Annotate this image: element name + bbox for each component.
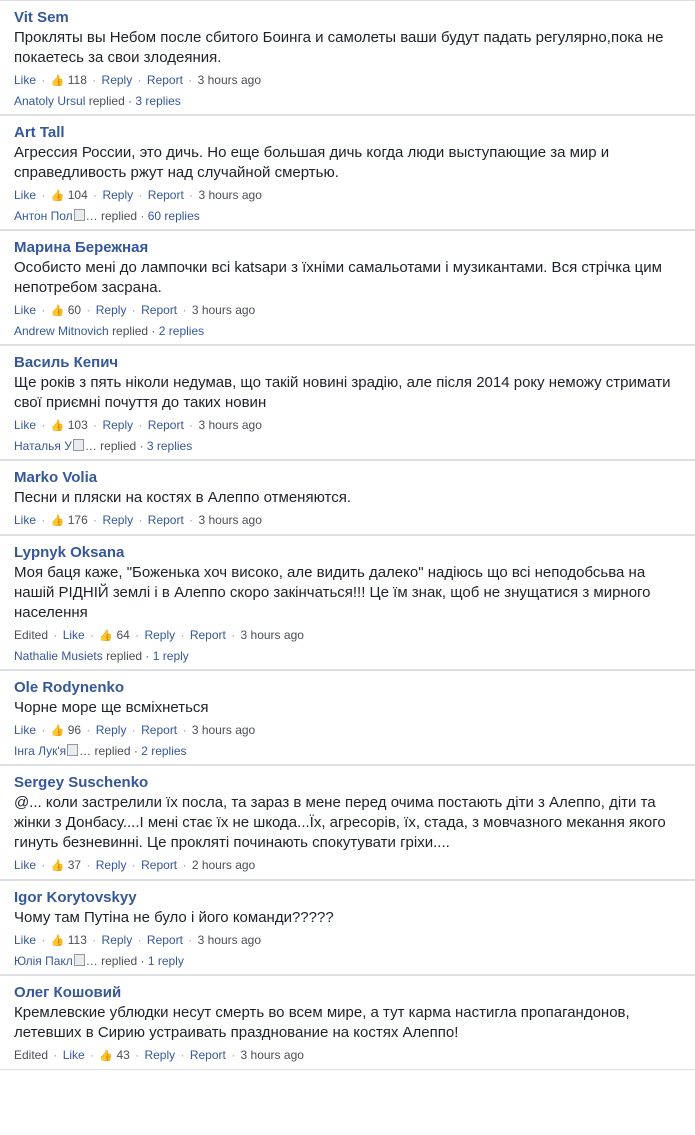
reply-button[interactable]: Reply [144,1048,176,1062]
replied-label: replied [101,954,138,968]
ellipsis: … [84,439,97,453]
report-button[interactable]: Report [146,933,183,947]
like-count-value: 37 [67,858,82,872]
action-separator: · [83,858,94,872]
ellipsis: … [85,954,98,968]
action-separator: · [38,188,49,202]
action-separator: · [128,303,140,317]
like-button[interactable]: Like [14,188,37,202]
action-separator: · [124,94,136,108]
thumbs-up-icon: 👍 [99,1050,114,1062]
like-count-value: 60 [67,303,82,317]
replies-summary [14,435,685,455]
comment-item [0,230,695,345]
comment-text: @... коли застрелили їх посла, та зараз в мене перед очима постають діти з Алеппо, діти та жінки з Донбасу....І мені стає їх не шкода...Їх, агресорів, їх, стада, з мовчазного мекання якого гинуть безневинні. Це прокляті починають спокутувати гріхи.... [14,794,666,851]
action-separator: · [142,649,153,663]
report-button[interactable]: Report [141,858,178,872]
comment-author[interactable]: Sergey Suschenko [14,774,149,791]
action-separator: · [38,418,49,432]
action-separator: · [184,73,196,87]
action-separator: · [88,933,100,947]
missing-glyph-icon [74,954,85,966]
comment-item [0,345,695,460]
like-button[interactable]: Like [14,513,37,527]
action-separator: · [38,513,49,527]
comment-text: Прокляты вы Небом после сбитого Боинга и самолеты ваши будут падать регулярно,пока не покаетесь за свои злодеяния. [14,29,664,66]
replied-label: replied [106,649,143,663]
comment-author[interactable]: Марина Бережная [14,239,149,256]
comment-actions [14,720,685,740]
like-button[interactable]: Like [14,418,37,432]
thumbs-up-icon: 👍 [50,420,65,432]
action-separator: · [148,324,159,338]
action-separator: · [179,303,190,317]
comment-actions [14,70,685,90]
action-separator: · [177,628,188,642]
reply-button[interactable]: Reply [101,73,133,87]
action-separator: · [185,188,197,202]
action-separator: · [134,73,145,87]
reply-button[interactable]: Reply [101,933,133,947]
action-separator: · [227,1048,239,1062]
comment-author[interactable]: Ole Rodynenko [14,679,125,696]
timestamp[interactable]: 3 hours ago [240,628,304,642]
replier-name[interactable]: Інга Лук'я [14,744,67,758]
comment-text: Ще років з пять ніколи недумав, що такій новині зрадію, але після 2014 року неможу стримати свої приємні почуття до таких новин [14,374,671,411]
reply-button[interactable]: Reply [102,418,134,432]
like-count [51,858,81,872]
replied-label: replied [100,439,137,453]
like-count-value: 113 [67,933,87,947]
reply-button[interactable]: Reply [102,513,134,527]
comment-item [0,670,695,765]
replied-label: replied [88,94,125,108]
comment-item [0,460,695,535]
action-separator: · [38,723,49,737]
like-count [99,1048,129,1062]
action-separator: · [83,723,94,737]
comment-item [0,535,695,670]
report-button[interactable]: Report [147,188,184,202]
reply-count-link[interactable]: 1 reply [152,649,189,663]
thumbs-up-icon: 👍 [99,630,114,642]
comment-item [0,975,695,1070]
replies-summary [14,320,685,340]
comment-author[interactable]: Marko Volia [14,469,98,486]
like-count-value: 64 [116,628,130,642]
thumbs-up-icon: 👍 [50,305,65,317]
like-button[interactable]: Like [14,303,37,317]
thumbs-up-icon: 👍 [50,935,65,947]
action-separator: · [88,73,100,87]
action-separator: · [89,188,101,202]
report-button[interactable]: Report [147,513,184,527]
action-separator: · [128,858,140,872]
action-separator: · [136,439,147,453]
action-separator: · [86,1048,98,1062]
comment-actions [14,930,685,950]
replier-name[interactable]: Andrew Mitnovich [14,324,109,338]
comment-author[interactable]: Art Tall [14,124,65,141]
reply-count-link[interactable]: 3 replies [135,94,181,108]
action-separator: · [83,303,94,317]
thumbs-up-icon: 👍 [50,190,65,202]
comment-text: Моя баця каже, "Боженька хоч високо, але видить далеко" надіюсь що всі неподобсьва на нашій РІДНІЙ землі і в Алеппо скоро закінчаться!!! Це їм знак, щоб не знущатися з мирного населення [14,564,651,621]
comment-item [0,880,695,975]
like-count [51,513,88,527]
comment-actions [14,1045,685,1065]
comment-actions [14,510,685,530]
comment-actions [14,415,685,435]
action-separator: · [86,628,98,642]
timestamp[interactable]: 3 hours ago [198,418,262,432]
comment-actions [14,625,685,645]
like-count [51,723,81,737]
reply-count-link[interactable]: 3 replies [146,439,193,453]
like-count [99,628,129,642]
ellipsis: … [79,744,92,758]
comment-author[interactable]: Igor Korytovskyy [14,889,137,906]
timestamp[interactable]: 3 hours ago [198,188,262,202]
reply-count-link[interactable]: 1 reply [147,954,184,968]
action-separator: · [131,1048,143,1062]
comment-author[interactable]: Василь Кепич [14,354,119,371]
report-button[interactable]: Report [141,303,178,317]
action-separator: · [179,858,190,872]
replies-summary [14,205,685,225]
missing-glyph-icon [67,744,78,756]
action-separator: · [134,933,145,947]
action-separator: · [38,73,49,87]
comment-author[interactable]: Vit Sem [14,9,69,26]
action-separator: · [128,723,140,737]
like-button[interactable]: Like [62,628,85,642]
replier-name[interactable]: Юлія Пакл [14,954,73,968]
action-separator: · [38,858,49,872]
like-button[interactable]: Like [14,858,37,872]
action-separator: · [89,418,101,432]
action-separator: · [131,628,143,642]
action-separator: · [50,1048,61,1062]
like-count-value: 104 [67,188,88,202]
comment-actions [14,855,685,875]
timestamp[interactable]: 3 hours ago [197,933,261,947]
timestamp[interactable]: 3 hours ago [198,513,262,527]
replied-label: replied [101,209,138,223]
action-separator: · [179,723,190,737]
action-separator: · [89,513,101,527]
thumbs-up-icon: 👍 [50,75,65,87]
comment-item [0,765,695,880]
like-count-value: 118 [67,73,87,87]
action-separator: · [137,954,148,968]
replies-summary [14,740,685,760]
reply-count-link[interactable]: 60 replies [147,209,200,223]
replied-label: replied [94,744,131,758]
like-button[interactable]: Like [14,73,37,87]
timestamp[interactable]: 3 hours ago [191,723,256,737]
action-separator: · [177,1048,188,1062]
comment-text: Кремлевские ублюдки несут смерть во всем мире, а тут карма настигла пропагандонов, летевших в Сирию устраивать празднование на костях Алеппо! [14,1004,630,1041]
comment-text: Особисто мені до лампочки всі katsapи з їхніми самальотами і музикантами. Вся стрічка цим непотребом засрана. [14,259,662,296]
replier-name[interactable]: Anatoly Ursul [14,94,86,108]
like-button[interactable]: Like [14,933,37,947]
edited-label[interactable]: Edited [14,1048,49,1062]
comment-actions [14,185,685,205]
thumbs-up-icon: 👍 [50,860,65,872]
reply-button[interactable]: Reply [95,723,127,737]
report-button[interactable]: Report [146,73,183,87]
missing-glyph-icon [74,209,85,221]
report-button[interactable]: Report [147,418,184,432]
replies-summary [14,950,685,970]
like-count [51,73,87,87]
replies-summary [14,90,685,110]
reply-button[interactable]: Reply [95,303,127,317]
report-button[interactable]: Report [189,1048,226,1062]
reply-button[interactable]: Reply [102,188,134,202]
like-button[interactable]: Like [14,723,37,737]
reply-count-link[interactable]: 2 replies [141,744,187,758]
comment-text: Чорне море ще всміхнеться [14,699,209,716]
like-count [51,418,88,432]
action-separator: · [137,209,148,223]
comment-text: Чому там Путіна не було і його команди????? [14,909,334,926]
missing-glyph-icon [73,439,84,451]
like-count [51,933,87,947]
thumbs-up-icon: 👍 [50,725,65,737]
comment-text: Песни и пляски на костях в Алеппо отменяются. [14,489,351,506]
timestamp[interactable]: 3 hours ago [191,303,256,317]
replies-summary [14,645,685,665]
thumbs-up-icon: 👍 [50,515,65,527]
reply-button[interactable]: Reply [144,628,176,642]
like-count-value: 43 [116,1048,130,1062]
action-separator: · [227,628,239,642]
reply-count-link[interactable]: 2 replies [158,324,205,338]
comment-actions [14,300,685,320]
timestamp[interactable]: 3 hours ago [240,1048,304,1062]
like-count-value: 103 [67,418,88,432]
like-count [51,303,81,317]
timestamp[interactable]: 3 hours ago [197,73,261,87]
like-count [51,188,88,202]
comment-item [0,0,695,115]
like-count-value: 96 [67,723,82,737]
like-count-value: 176 [67,513,88,527]
replier-name[interactable]: Наталья У [14,439,72,453]
action-separator: · [135,513,146,527]
like-button[interactable]: Like [62,1048,85,1062]
action-separator: · [135,418,146,432]
replier-name[interactable]: Антон Пол [14,209,73,223]
action-separator: · [185,513,197,527]
action-separator: · [50,628,61,642]
action-separator: · [38,933,49,947]
comment-author[interactable]: Lypnyk Oksana [14,544,125,561]
edited-label[interactable]: Edited [14,628,49,642]
report-button[interactable]: Report [189,628,226,642]
replier-name[interactable]: Nathalie Musiets [14,649,103,663]
comment-author[interactable]: Олег Кошовий [14,984,122,1001]
replied-label: replied [112,324,149,338]
action-separator: · [185,418,197,432]
action-separator: · [184,933,196,947]
reply-button[interactable]: Reply [95,858,127,872]
comment-item [0,115,695,230]
ellipsis: … [85,209,98,223]
action-separator: · [135,188,146,202]
report-button[interactable]: Report [141,723,178,737]
timestamp[interactable]: 2 hours ago [191,858,256,872]
comment-text: Агрессия России, это дичь. Но еще большая дичь когда люди выступающие за мир и справедливость ржут над случайной смертью. [14,144,610,181]
action-separator: · [38,303,49,317]
action-separator: · [130,744,142,758]
